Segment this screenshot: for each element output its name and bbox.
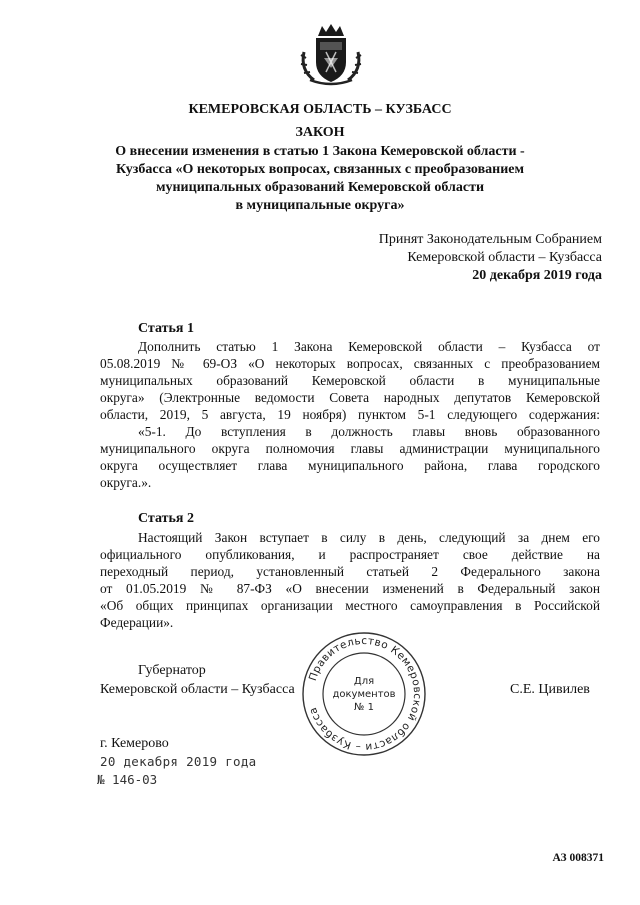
adoption-date: 20 декабря 2019 года [472,268,602,283]
law-title-line: Кузбасса «О некоторых вопросах, связанных с преобразованием [115,162,525,177]
text-line: от 01.05.2019 № 87-ФЗ «О внесении изменений в Федеральный закон [100,581,600,596]
signatory-title-line-2: Кемеровской области – Кузбасса [100,682,295,697]
text-line: области, 2019, 5 августа, 19 ноября) пунктом 5-1 следующего содержания: [100,407,600,422]
region-heading: КЕМЕРОВСКАЯ ОБЛАСТЬ – КУЗБАСС [188,102,452,117]
law-title-line: О внесении изменения в статью 1 Закона Кемеровской области - [115,144,525,159]
article-2-paragraph [100,529,600,631]
date-stamp: 20 декабря 2019 года [100,754,257,769]
city-line: г. Кемерово [100,736,169,751]
text-line: официального опубликования, и распространяет свое действие на [100,547,600,562]
adoption-line: Принят Законодательным Собранием [378,232,602,247]
article-1-paragraph-2 [100,423,600,491]
svg-text:документов: документов [332,689,396,700]
law-title [90,143,550,215]
law-heading: ЗАКОН [295,125,345,140]
official-seal-stamp [300,630,428,758]
article-2-heading: Статья 2 [138,511,194,526]
form-serial-number: АЗ 008371 [552,852,604,864]
text-line: Настоящий Закон вступает в силу в день, следующий за днем его [138,530,600,545]
article-1-heading: Статья 1 [138,321,194,336]
signatory-name: С.Е. Цивилев [510,682,590,697]
article-1-paragraph-1 [100,338,600,423]
signatory-title-line-1: Губернатор [138,663,206,678]
text-line: округа» (Электронные ведомости Совета народных депутатов Кемеровской [100,390,600,405]
text-line: округа осуществляет глава муниципального района, глава городского [100,458,600,473]
adoption-block [379,231,602,285]
svg-text:№ 1: № 1 [354,702,374,713]
law-title-line: в муниципальные округа» [235,198,405,213]
coat-of-arms-emblem [296,22,366,88]
text-line: Дополнить статью 1 Закона Кемеровской области – Кузбасса от [138,339,600,354]
svg-text:Для: Для [353,676,375,687]
registration-number-stamp: № 146-03 [97,772,158,787]
text-line: «5-1. До вступления в должность главы вновь образованного [138,424,600,439]
adoption-line: Кемеровской области – Кузбасса [407,250,602,265]
text-line: округа.». [100,475,152,490]
text-line: муниципальных образований Кемеровской области в муниципальные [100,373,600,388]
text-line: муниципального округа полномочия главы администрации муниципального [100,441,600,456]
text-line: Федерации». [100,615,174,630]
text-line: 05.08.2019 № 69-ОЗ «О некоторых вопросах, связанных с преобразованием [100,356,600,371]
svg-text:Правительство Кемеровской обла: Правительство Кемеровской области – Кузбасса [306,634,424,754]
text-line: переходный период, установленный статьей 2 Федерального закона [100,564,600,579]
law-title-line: муниципальных образований Кемеровской области [155,180,485,195]
text-line: «Об общих принципах организации местного самоуправления в Российской [100,598,600,613]
